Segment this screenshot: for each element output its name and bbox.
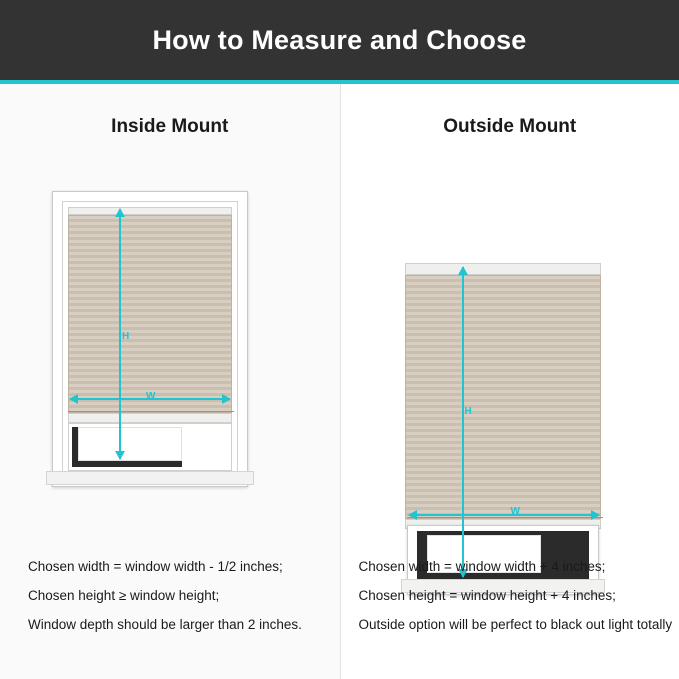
inside-mount-panel [0,84,340,679]
outside-mount-panel [340,84,679,679]
width-guide-line [68,411,234,412]
width-label: W [510,506,520,517]
width-arrow-tip-left [69,394,78,404]
caption-line: Chosen height = window height + 4 inches; [358,588,616,603]
inside-mount-captions [0,552,340,639]
header-bar [0,0,679,80]
caption-line: Outside option will be perfect to black out light totally [358,617,673,632]
cellular-shade [68,215,232,413]
caption-line: Window depth should be larger than 2 inches. [28,617,302,632]
height-measure-arrow [457,267,469,577]
height-label: H [122,331,130,342]
width-label: W [146,391,156,402]
width-arrow-line [409,514,599,516]
caption-line: Chosen width = window width + 4 inches; [358,559,606,574]
width-arrow-tip-left [408,510,417,520]
height-label: H [464,406,472,417]
cellular-shade [405,275,601,519]
window-sill [46,471,254,485]
height-arrow-tip-top [458,266,468,275]
width-measure-arrow [409,506,599,521]
height-arrow-line [119,209,121,459]
outside-mount-title: Outside Mount [443,116,577,137]
outside-mount-captions [341,552,679,639]
caption-line: Chosen width = window width - 1/2 inches; [28,559,283,574]
width-arrow-tip-right [591,510,600,520]
caption-line: Chosen height ≥ window height; [28,588,220,603]
window-glass-pane [78,427,182,461]
height-arrow-tip-top [115,208,125,217]
columns-container [0,84,679,679]
shade-headrail [68,207,232,215]
width-arrow-tip-right [222,394,231,404]
height-arrow-tip-bottom [115,451,125,460]
outside-mount-illustration [341,169,679,534]
inside-mount-title: Inside Mount [111,116,229,137]
page-title: How to Measure and Choose [152,24,527,55]
inside-mount-illustration [0,169,340,534]
shade-bottomrail [68,413,232,423]
shade-headrail [405,263,601,275]
height-arrow-line [462,267,464,577]
